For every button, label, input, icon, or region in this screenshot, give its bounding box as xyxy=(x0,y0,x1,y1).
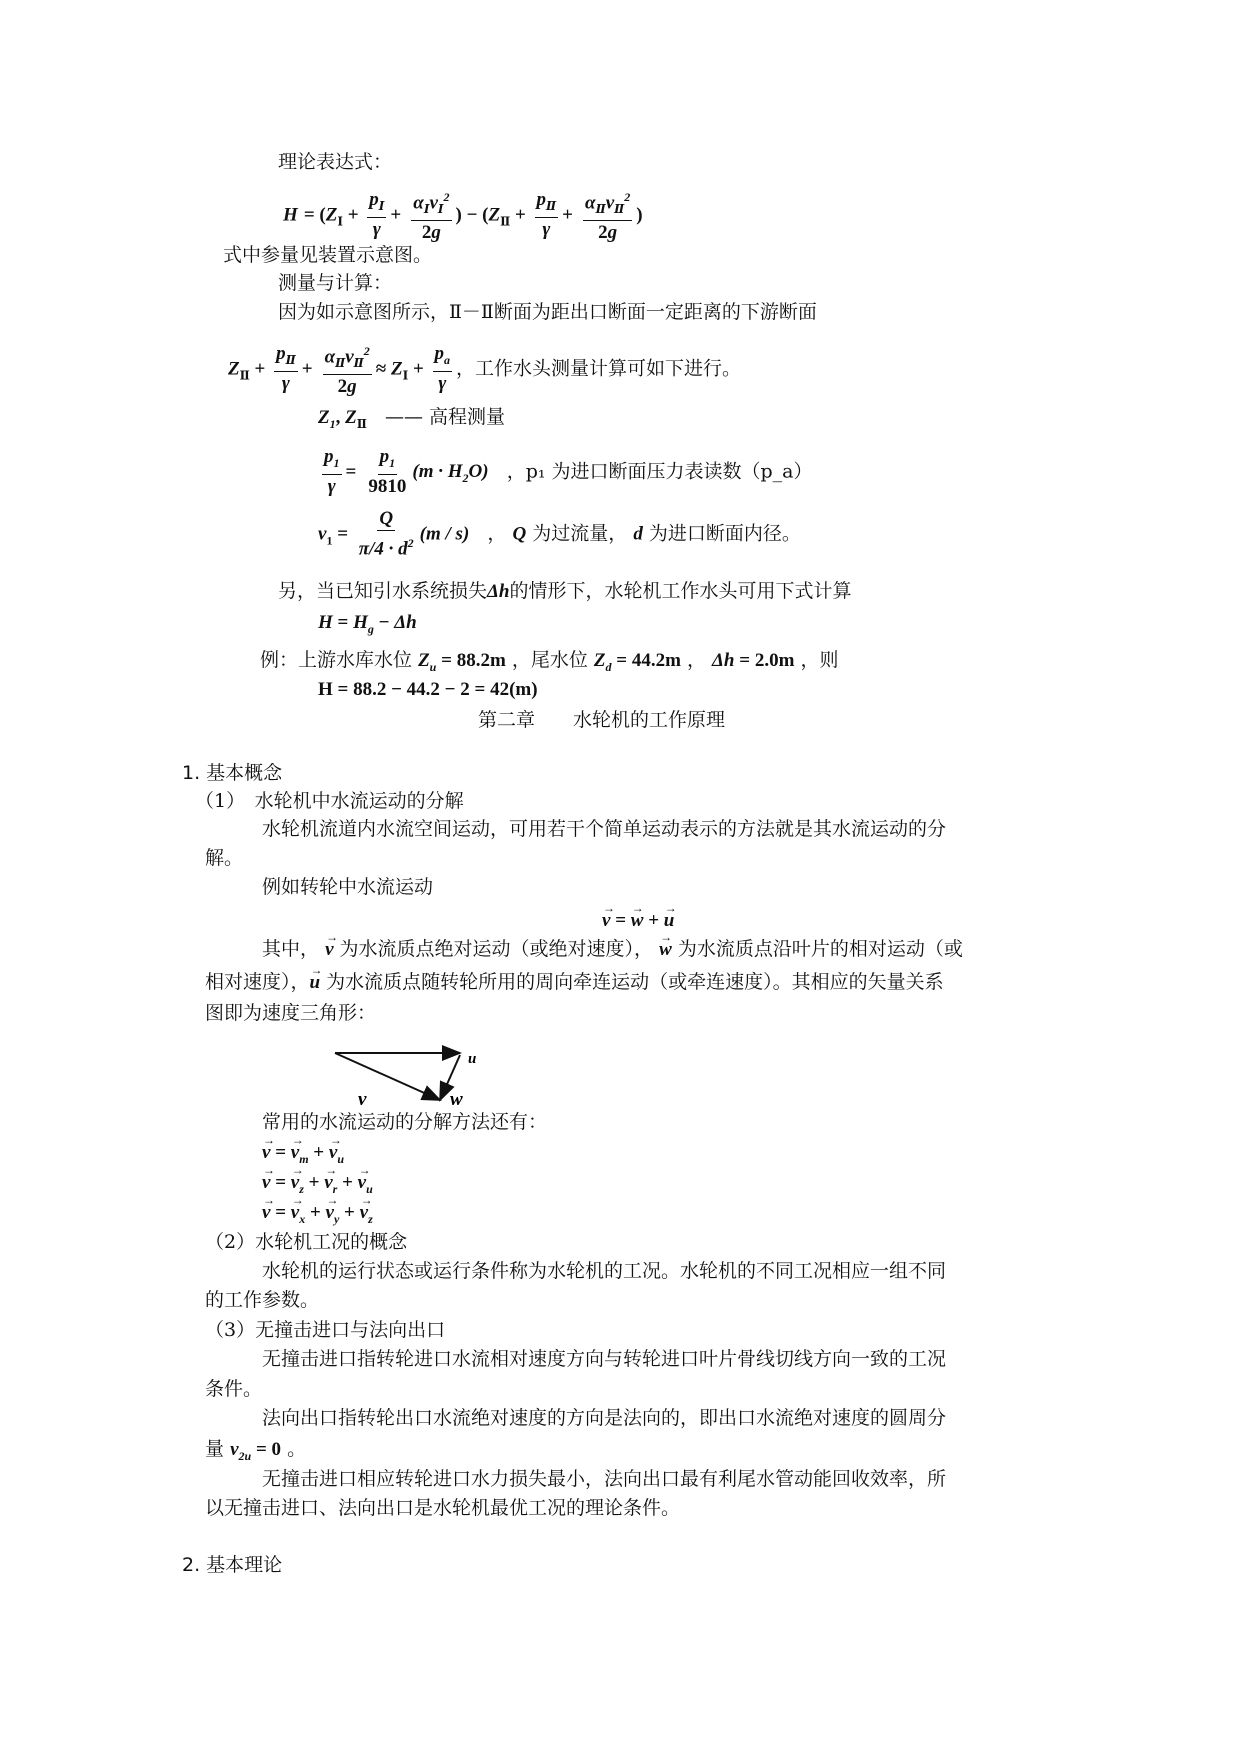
sub3-para1-cont: 条件。 xyxy=(205,1378,263,1400)
theory-label: 理论表达式： xyxy=(278,151,393,173)
sub2-title: （2）水轮机工况的概念 xyxy=(205,1231,408,1253)
velocity-text-a: ， xyxy=(487,522,507,545)
outlet-text: ，工作水头测量计算可如下进行。 xyxy=(456,357,742,380)
example-text-b: ，尾水位 xyxy=(511,649,588,671)
sub3-para2-cont: 量 $v_{2u} = 0$ 。 xyxy=(205,1438,307,1463)
sub2-para: 水轮机的运行状态或运行条件称为水轮机的工况。水轮机的不同工况相应一组不同 xyxy=(262,1260,947,1282)
sub1-para4: 图即为速度三角形： xyxy=(205,1002,377,1024)
chapter-title: 第二章 水轮机的工作原理 xyxy=(478,709,726,731)
section2-heading: 2. 基本理论 xyxy=(182,1554,283,1576)
sub3-para3: 无撞击进口相应转轮进口水力损失最小，法向出口最有利尾水管动能回收效率，所 xyxy=(262,1468,947,1490)
velocity-triangle-diagram xyxy=(330,1045,490,1115)
example-text-c: ， xyxy=(686,649,706,671)
velocity-vector-formula: → v = → w + → u xyxy=(602,908,674,933)
sub1-p3b: 为水流质点随转轮所用的周向牵连运动（或牵连速度）。其相应的矢量关系 xyxy=(326,971,944,993)
sub3-para3-cont: 以无撞击进口、法向出口是水轮机最优工况的理论条件。 xyxy=(205,1497,681,1519)
params-note: 式中参量见装置示意图。 xyxy=(223,244,433,266)
example-zu: 88.2m xyxy=(456,650,506,671)
sub1-title: （1） 水轮机中水流运动的分解 xyxy=(195,790,464,812)
section1-heading: 1. 基本概念 xyxy=(182,762,283,784)
decomp-intro: 常用的水流运动的分解方法还有： xyxy=(262,1111,548,1133)
formula-outlet: $Z_Ⅱ$ + $\frac{p_Ⅱ}{\gamma}$ + $\frac{\alpha_Ⅱv_Ⅱ^2}{2g}$ ≈ $Z_Ⅰ$ + $\frac{p_a}{\gamma}$ ，工作水头测量计算可如下进行。 xyxy=(228,340,741,399)
loss-text-b: 的情形下，水轮机工作水头可用下式计算 xyxy=(509,580,852,602)
v-vector xyxy=(335,1053,440,1100)
sub1-para2: 其中， → v 为水流质点绝对运动（或绝对速度）， → w 为水流质点沿叶片的相对运动（或 xyxy=(262,937,963,962)
pressure-text: ，p₁ 为进口断面压力表读数（p_a） xyxy=(506,460,813,483)
w-label: w xyxy=(450,1089,463,1110)
sub3-title: （3）无撞击进口与法向出口 xyxy=(205,1319,446,1341)
pressure-line: $\frac{p_1}{\gamma}$ = $\frac{p_1}{9810}$ $(m \cdot H_2O)$ ，p₁ 为进口断面压力表读数（p_a） xyxy=(324,446,813,497)
loss-line: 另，当已知引水系统损失Δh的情形下，水轮机工作水头可用下式计算 xyxy=(278,580,852,602)
velocity-line: $v_1$ = $\frac{Q}{\pi/4 \cdot d^2}$ (m / s) ， Q 为过流量， d 为进口断面内径。 xyxy=(318,508,801,560)
sub1-p2b: 为水流质点绝对运动（或绝对速度）， xyxy=(339,938,654,960)
elev-label: —— 高程测量 xyxy=(384,406,506,428)
sub1-para1-cont: 解。 xyxy=(205,847,244,869)
sub1-p3a: 相对速度）， xyxy=(205,971,310,993)
sub3-p2-cont-a: 量 xyxy=(205,1438,225,1460)
example-result: H = 88.2 − 44.2 − 2 = 42(m) xyxy=(318,679,538,700)
loss-text-a: 另，当已知引水系统损失 xyxy=(278,580,488,602)
sub1-p2a: 其中， xyxy=(262,938,320,960)
sub2-para-cont: 的工作参数。 xyxy=(205,1289,320,1311)
section-note: 因为如示意图所示，Ⅱ－Ⅱ断面为距出口断面一定距离的下游断面 xyxy=(278,301,817,323)
sub3-para1: 无撞击进口指转轮进口水流相对速度方向与转轮进口叶片骨线切线方向一致的工况 xyxy=(262,1348,947,1370)
example-zd: 44.2m xyxy=(631,650,681,671)
decomp-1: → v = → $v_m$ + → $v_u$ xyxy=(262,1140,344,1171)
formula-theory: $H = (Z_Ⅰ$ + $\frac{p_Ⅰ}{\gamma}$ + $\frac{\alpha_Ⅰv_Ⅰ^2}{2g}$ ) − ($Z_Ⅱ$ + $\frac{p_Ⅱ}{\gamma}$ + $\frac{\alpha_Ⅱv_Ⅱ^2}{2g}$ ) xyxy=(283,186,643,245)
velocity-text-b: 为过流量， xyxy=(532,522,628,545)
sub1-p2c: 为水流质点沿叶片的相对运动（或 xyxy=(677,938,963,960)
elev-line: $Z_1$, $Z_Ⅱ$ —— 高程测量 xyxy=(318,406,506,431)
head-formula: $H = H_g - \Delta h$ xyxy=(318,612,417,636)
example-dh: 2.0m xyxy=(754,650,795,671)
u-label: u xyxy=(468,1051,477,1067)
v-label: v xyxy=(358,1089,367,1110)
sub1-para3: 相对速度），→ u 为水流质点随转轮所用的周向牵连运动（或牵连速度）。其相应的矢量关系 xyxy=(205,970,944,995)
example-text-a: 例：上游水库水位 xyxy=(260,649,413,671)
measure-label: 测量与计算： xyxy=(278,272,393,294)
velocity-text-c: 为进口断面内径。 xyxy=(648,522,801,545)
example-text-d: ，则 xyxy=(800,649,839,671)
sub1-para1: 水轮机流道内水流空间运动，可用若干个简单运动表示的方法就是其水流运动的分 xyxy=(262,818,947,840)
decomp-3: → v = → $v_x$ + → $v_y$ + → $v_z$ xyxy=(262,1200,373,1231)
example-line: 例：上游水库水位 $Z_u = 88.2m$ ，尾水位 $Z_d = 44.2m$ ， Δh = 2.0m ，则 xyxy=(260,649,839,674)
sub1-example: 例如转轮中水流运动 xyxy=(262,876,434,898)
decomp-2: → v = → $v_z$ + → $v_r$ + → $v_u$ xyxy=(262,1170,373,1201)
sub3-p2-cont-b: 。 xyxy=(287,1438,307,1460)
sub3-para2: 法向出口指转轮出口水流绝对速度的方向是法向的，即出口水流绝对速度的圆周分 xyxy=(262,1407,947,1429)
